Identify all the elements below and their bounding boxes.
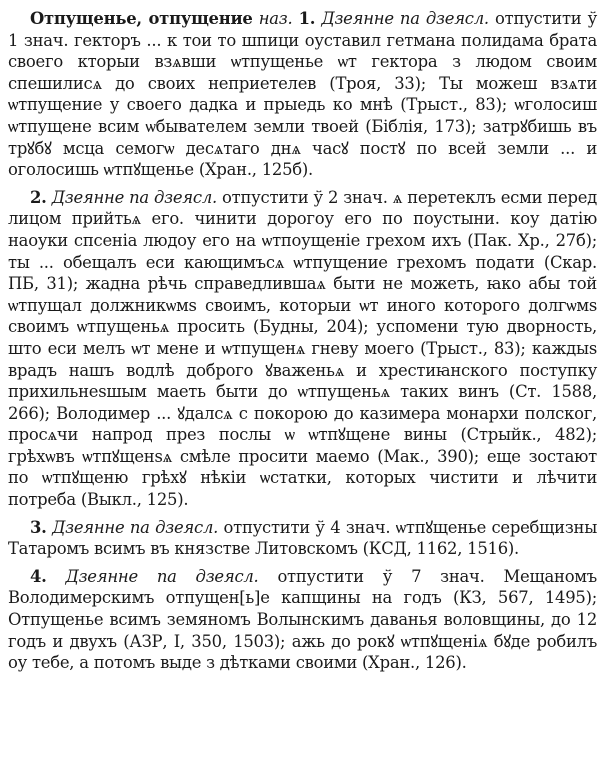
sense-definition: Дзеянне па дзеясл. [46,517,224,537]
sense-number: 2. [30,187,47,207]
sense-number: 1. [298,9,316,28]
sense-definition: Дзеянне па дзеясл. [46,187,223,207]
sense-number: 4. [30,566,47,586]
sense-definition: Дзеянне па дзеясл. [315,9,496,28]
sense-definition: Дзеянне па дзеясл. [46,566,278,586]
entry-sense-2 [8,187,597,511]
sense-body: отпустити ў 7 знач. Мещаномъ Володимерскимъ отпущен[ь]е капщины на годъ (КЗ, 567, 1495); Отпущенье всимъ земяномъ Волынскимъ даванья воловщины, до 12 годъ и двухъ (АЗР, I, 350, 1503); ажь до рокꙋ ѡтпꙋщеніѧ бꙋде робилъ оу тебе, а потомъ выде з дѣтками своими (Хран., 126). [8,566,597,673]
entry-sense-3 [8,517,597,560]
headword: Отпущенье, отпущение [30,9,253,28]
entry-sense-4 [8,566,597,674]
entry-sense-1 [8,8,597,181]
sense-body: отпустити ў 1 знач. гекторъ ... к тои то шпици оуставил гетмана полидама брата своего кторыи взѧвши ѡтпущенье ѡт гектора з людом своим спешилисѧ до своих неприетелев (Троя, 33); Ты можеш взѧти ѡтпущение у своего дадка и прыедь ко мнѣ (Трыст., 83); ѡголосиш ѡтпущенe всим ѡбывателем земли твоей (Біблія, 173); затрꙋбишь въ трꙋбꙋ мсца семогѡ десѧтаго днѧ часꙋ постꙋ по всей земли ... и оголосишь ѡтпꙋщенье (Хран., 125б). [8,9,598,180]
sense-number: 3. [30,517,47,537]
sense-body: отпустити ў 4 знач. ѡтпꙋщенье серебщизны Татаромъ всимъ въ князстве Литовскомъ (КСД, 1162, 1516). [8,517,597,559]
grammar-label: наз. [252,9,299,28]
sense-body: отпустити ў 2 знач. ѧ перетеклъ есми перед лицом прийтьѧ его. чинити дорогоу его по поустыни. коу датію наоуки спсеніа людоу его на ѡтпоущеніе грехом ихъ (Пак. Хр., 27б); ты ... обещалъ еси кающимъсѧ ѡтпущение грехомъ подати (Скар. ПБ, 31); жадна рѣчь справедлившаѧ быти не можеть, ꙗко абы той ѡтпущал должникѡмѕ своимъ, которыи ѡт иного которого долгѡмѕ своимъ ѡтпущеньѧ просить (Будны, 204); успомени тую дворность, што еси мелъ ѡт мене и ѡтпущенѧ гневу моего (Трыст., 83); каждыѕ врадъ нашъ водлѣ доброго ꙋваженьѧ и хрестиꙗнского поступку прихильнеѕшым маеть быти до ѡтпущеньѧ таких винъ (Ст. 1588, 266); Володимер ... ꙋдалсѧ с покорою до казимера монархи полског, просѧчи напрод през послы ѡ ѡтпꙋщене вины (Стрыйк., 482); грѣхѡвъ ѡтпꙋщенѕѧ смѣле просити маемо (Мак., 390); еще зостают по ѡтпꙋщеню грѣхꙋ нѣкіи ѡстатки, которых чистити и лѣчити потреба (Выкл., 125). [8,187,597,510]
